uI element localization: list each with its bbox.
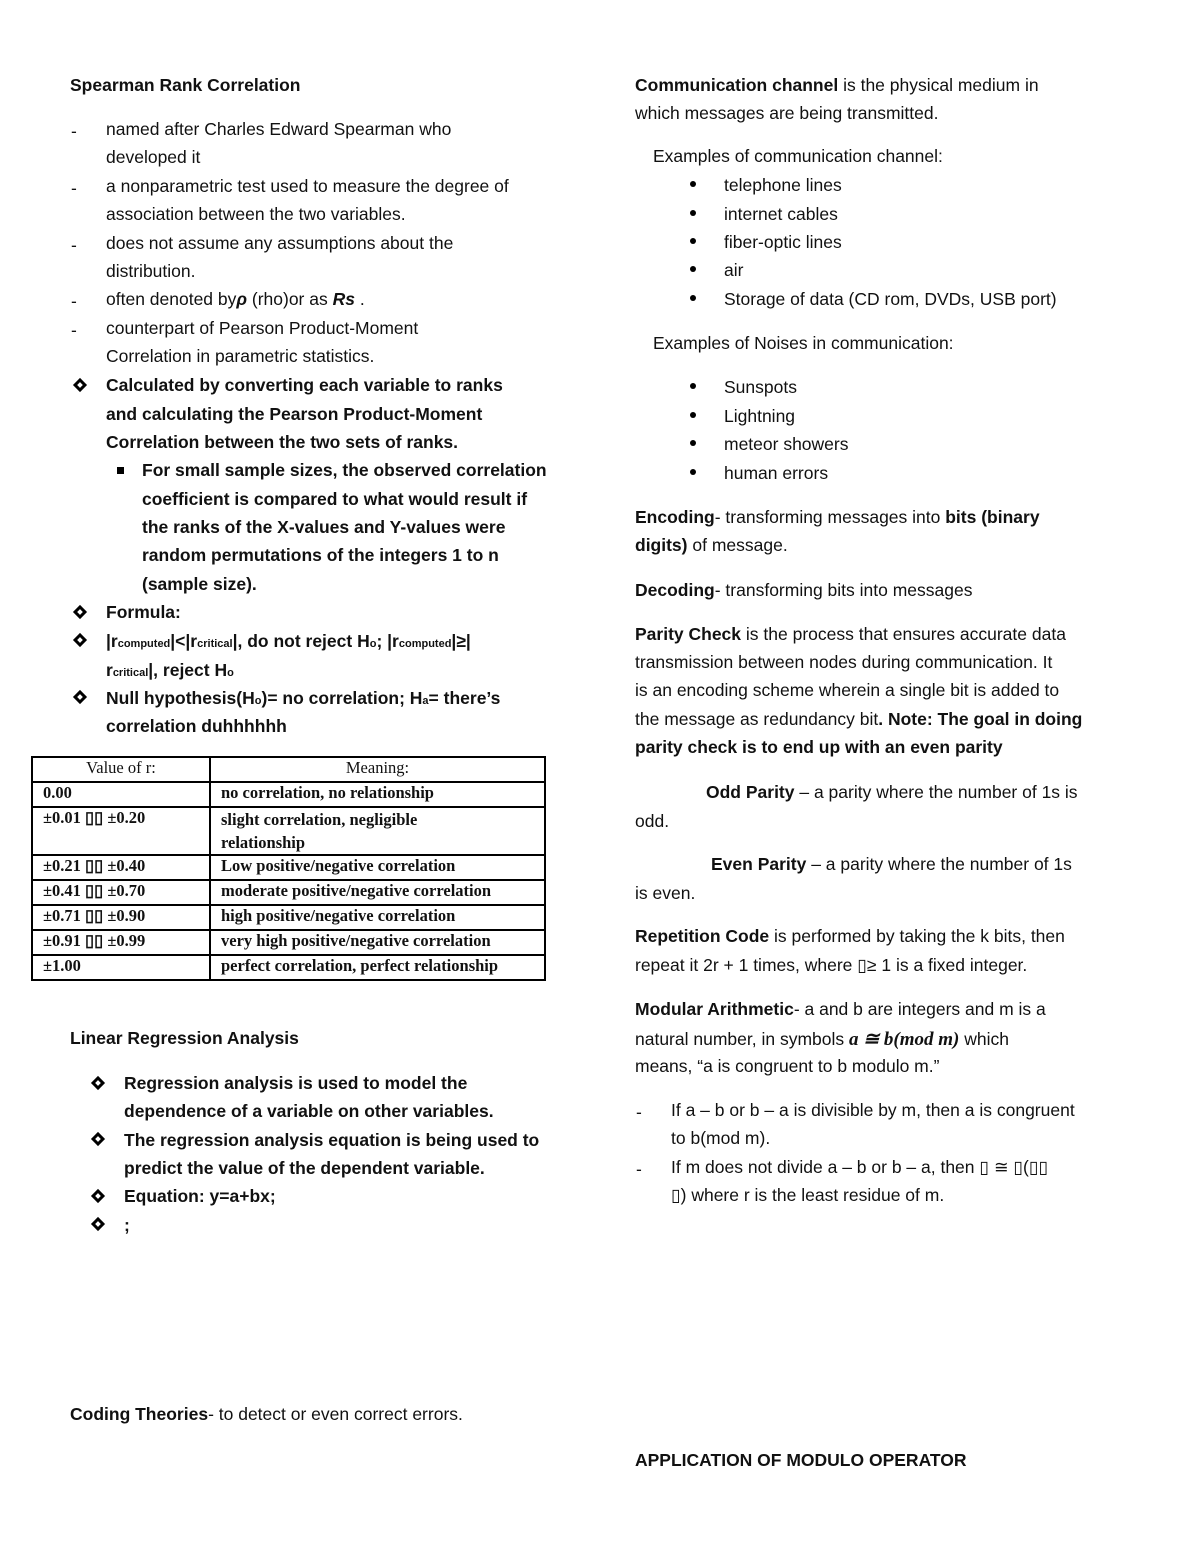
period: .: [359, 289, 365, 309]
table-cell: ±0.21 ▯▯ ±0.40: [32, 855, 210, 880]
table-cell: ±0.41 ▯▯ ±0.70: [32, 880, 210, 905]
bullet-dot-icon: [690, 181, 696, 187]
noise-item: Sunspots: [724, 377, 797, 397]
spearman-point-2a: a nonparametric test used to measure the degree of: [106, 176, 509, 196]
rule-part: |r: [106, 631, 118, 651]
calc-1: Calculated by converting each variable to ranks: [106, 375, 503, 395]
denoted-text: often denoted by: [106, 289, 237, 309]
odd-bold: Odd Parity: [706, 782, 795, 802]
even-parity-1: [711, 856, 1072, 874]
linreg-4: predict the value of the dependent variable.: [124, 1158, 485, 1178]
bullet-dot-icon: [690, 295, 696, 301]
table-row: [32, 782, 545, 807]
comm-rest: is the physical medium in: [838, 75, 1039, 95]
rule-part: |, reject H: [148, 660, 228, 680]
rho-symbol: ρ: [236, 289, 247, 309]
parity-3: is an encoding scheme wherein a single bit is added to: [635, 680, 1060, 700]
bullet-dot-icon: [690, 238, 696, 244]
small-4: random permutations of the integers 1 to n: [142, 545, 499, 565]
repetition-bold: Repetition Code: [635, 926, 770, 946]
decoding-bold: Decoding: [635, 580, 715, 600]
dash-bullet: -: [71, 235, 77, 255]
coding-bold: Coding Theories: [70, 1404, 209, 1424]
spearman-point-3b: distribution.: [106, 261, 196, 281]
noise-item: meteor showers: [724, 434, 849, 454]
repetition-2: repeat it 2r + 1 times, where ▯≥ 1 is a fixed integer.: [635, 955, 1028, 975]
repetition-rest: is performed by taking the k bits, then: [769, 926, 1065, 946]
parity-rest: is the process that ensures accurate data: [741, 624, 1066, 644]
encoding-2: [635, 537, 788, 555]
even-parity-2: is even.: [635, 883, 696, 903]
table-row: [32, 955, 545, 980]
dash-bullet: -: [71, 291, 77, 311]
rs-symbol: Rs: [332, 289, 355, 309]
channel-item: Storage of data (CD rom, DVDs, USB port): [724, 289, 1057, 309]
table-row: [32, 930, 545, 955]
comm-channel-1: [635, 77, 1039, 95]
null-part: )= no correlation; H: [261, 688, 423, 708]
table-header: Value of r:: [32, 757, 210, 782]
noise-item: Lightning: [724, 406, 796, 426]
spearman-point-3a: does not assume any assumptions about the: [106, 233, 454, 253]
formula-label: Formula:: [106, 602, 181, 622]
calc-3: Correlation between the two sets of ranks.: [106, 432, 459, 452]
modular-text: natural number, in symbols: [635, 1029, 849, 1049]
sub-a: a: [422, 695, 429, 707]
table-cell: 0.00: [32, 782, 210, 807]
rho-text: (rho)or as: [251, 289, 328, 309]
table-row: [32, 855, 545, 880]
sub-computed: computed: [117, 638, 171, 650]
table-cell: ±0.01 ▯▯ ±0.20: [32, 807, 210, 855]
table-cell: ±0.91 ▯▯ ±0.99: [32, 930, 210, 955]
linreg-6: ;: [124, 1215, 130, 1235]
table-cell: ±0.71 ▯▯ ±0.90: [32, 905, 210, 930]
sub-o: o: [227, 667, 234, 679]
diamond-bullet-icon: [91, 1076, 105, 1090]
diamond-bullet-icon: [91, 1217, 105, 1231]
parity-5: parity check is to end up with an even parity: [635, 737, 1003, 757]
even-rest: – a parity where the number of 1s: [806, 854, 1072, 874]
linreg-5: Equation: y=a+bx;: [124, 1186, 276, 1206]
table-row: [32, 807, 545, 855]
encoding-rest: - transforming messages into: [714, 507, 946, 527]
channel-item: internet cables: [724, 204, 838, 224]
modular-point-1b: to b(mod m).: [671, 1128, 771, 1148]
small-1: For small sample sizes, the observed correlation: [142, 460, 547, 480]
encoding-1: [635, 509, 1040, 527]
table-cell: moderate positive/negative correlation: [210, 880, 545, 905]
sub-critical: critical: [197, 638, 233, 650]
odd-rest: – a parity where the number of 1s is: [794, 782, 1078, 802]
modular-point-2b: ▯) where r is the least residue of m.: [671, 1185, 945, 1205]
examples-channel-heading: Examples of communication channel:: [653, 146, 943, 166]
table-header-row: [32, 757, 545, 782]
table-cell: no correlation, no relationship: [210, 782, 545, 807]
spearman-point-5b: Correlation in parametric statistics.: [106, 346, 375, 366]
examples-noise-heading: Examples of Noises in communication:: [653, 333, 954, 353]
bullet-dot-icon: [690, 440, 696, 446]
parity-text: the message as redundancy bit: [635, 709, 879, 729]
table-cell: [210, 807, 545, 855]
table-cell: high positive/negative correlation: [210, 905, 545, 930]
linreg-1: Regression analysis is used to model the: [124, 1073, 468, 1093]
modular-bold: Modular Arithmetic: [635, 999, 794, 1019]
diamond-bullet-icon: [73, 633, 87, 647]
parity-2: transmission between nodes during communication. It: [635, 652, 1053, 672]
small-3: the ranks of the X-values and Y-values were: [142, 517, 506, 537]
bullet-dot-icon: [690, 210, 696, 216]
null-hypothesis-2: correlation duhhhhhh: [106, 716, 287, 736]
modular-1: [635, 1001, 1046, 1019]
rule-part: |, do not reject H: [232, 631, 370, 651]
modular-point-2a: If m does not divide a – b or b – a, then ▯ ≅ ▯(▯▯: [671, 1157, 1049, 1177]
even-bold: Even Parity: [711, 854, 807, 874]
comm-bold: Communication channel: [635, 75, 839, 95]
dash-bullet: -: [636, 1159, 642, 1179]
sub-critical: critical: [112, 667, 149, 679]
table-cell: perfect correlation, perfect relationship: [210, 955, 545, 980]
odd-parity-2: odd.: [635, 811, 670, 831]
cell-line: slight correlation, negligible: [221, 810, 418, 829]
diamond-bullet-icon: [73, 690, 87, 704]
odd-parity-1: [706, 784, 1078, 802]
repetition-1: [635, 928, 1065, 946]
coding-theories: [70, 1406, 463, 1424]
coding-rest: - to detect or even correct errors.: [208, 1404, 463, 1424]
calc-2: and calculating the Pearson Product-Moment: [106, 404, 483, 424]
square-bullet-icon: [117, 467, 124, 474]
decoding-rest: - transforming bits into messages: [714, 580, 973, 600]
spearman-point-1b: developed it: [106, 147, 201, 167]
spearman-title: Spearman Rank Correlation: [70, 75, 301, 95]
table-cell: ±1.00: [32, 955, 210, 980]
channel-item: fiber-optic lines: [724, 232, 842, 252]
channel-item: telephone lines: [724, 175, 842, 195]
parity-1: [635, 626, 1066, 644]
small-2: coefficient is compared to what would result if: [142, 489, 528, 509]
r-meaning-table: [31, 756, 546, 981]
spearman-point-1a: named after Charles Edward Spearman who: [106, 119, 452, 139]
spearman-point-4: [106, 291, 365, 309]
table-row: [32, 905, 545, 930]
dash-bullet: -: [71, 178, 77, 198]
modular-text: which: [959, 1029, 1009, 1049]
sub-o: o: [254, 695, 262, 707]
modular-point-1a: If a – b or b – a is divisible by m, then a is congruent: [671, 1100, 1075, 1120]
application-title: APPLICATION OF MODULO OPERATOR: [635, 1450, 967, 1470]
decoding: [635, 582, 972, 600]
null-part: Null hypothesis(H: [106, 688, 255, 708]
linreg-3: The regression analysis equation is being used to: [124, 1130, 540, 1150]
table-header: Meaning:: [210, 757, 545, 782]
rule-part: |<|r: [170, 631, 198, 651]
diamond-bullet-icon: [73, 605, 87, 619]
table-cell: very high positive/negative correlation: [210, 930, 545, 955]
decision-rule-2: [106, 662, 234, 680]
parity-note: . Note: The goal in doing: [878, 709, 1083, 729]
parity-4: [635, 711, 1082, 729]
channel-item: air: [724, 260, 744, 280]
table-cell: Low positive/negative correlation: [210, 855, 545, 880]
rule-part: |≥|: [451, 631, 471, 651]
sub-computed: computed: [398, 638, 452, 650]
bullet-dot-icon: [690, 469, 696, 475]
bullet-dot-icon: [690, 266, 696, 272]
modular-rest: - a and b are integers and m is a: [793, 999, 1046, 1019]
linreg-2: dependence of a variable on other variables.: [124, 1101, 494, 1121]
diamond-bullet-icon: [91, 1132, 105, 1146]
decision-rule-1: [106, 633, 471, 651]
null-part: = there’s: [428, 688, 501, 708]
modular-math: a ≅ b(mod m): [849, 1029, 960, 1050]
bullet-dot-icon: [690, 383, 696, 389]
rule-part: r: [106, 660, 113, 680]
null-hypothesis-1: [106, 690, 500, 708]
rule-part: ; |r: [376, 631, 399, 651]
bullet-dot-icon: [690, 412, 696, 418]
table-row: [32, 880, 545, 905]
cell-line: relationship: [221, 833, 306, 852]
encoding-bits: bits (binary: [945, 507, 1040, 527]
modular-3: means, “a is congruent to b modulo m.”: [635, 1056, 940, 1076]
encoding-rest: of message.: [687, 535, 788, 555]
spearman-point-5a: counterpart of Pearson Product-Moment: [106, 318, 419, 338]
modular-2: [635, 1030, 1009, 1049]
dash-bullet: -: [636, 1102, 642, 1122]
linreg-title: Linear Regression Analysis: [70, 1028, 299, 1048]
diamond-bullet-icon: [73, 378, 87, 392]
comm-channel-2: which messages are being transmitted.: [635, 103, 939, 123]
encoding-digits: digits): [635, 535, 688, 555]
noise-item: human errors: [724, 463, 829, 483]
dash-bullet: -: [71, 121, 77, 141]
encoding-bold: Encoding: [635, 507, 715, 527]
sub-o: o: [369, 638, 377, 650]
small-5: (sample size).: [142, 574, 257, 594]
dash-bullet: -: [71, 320, 77, 340]
spearman-point-2b: association between the two variables.: [106, 204, 406, 224]
diamond-bullet-icon: [91, 1189, 105, 1203]
parity-bold: Parity Check: [635, 624, 742, 644]
